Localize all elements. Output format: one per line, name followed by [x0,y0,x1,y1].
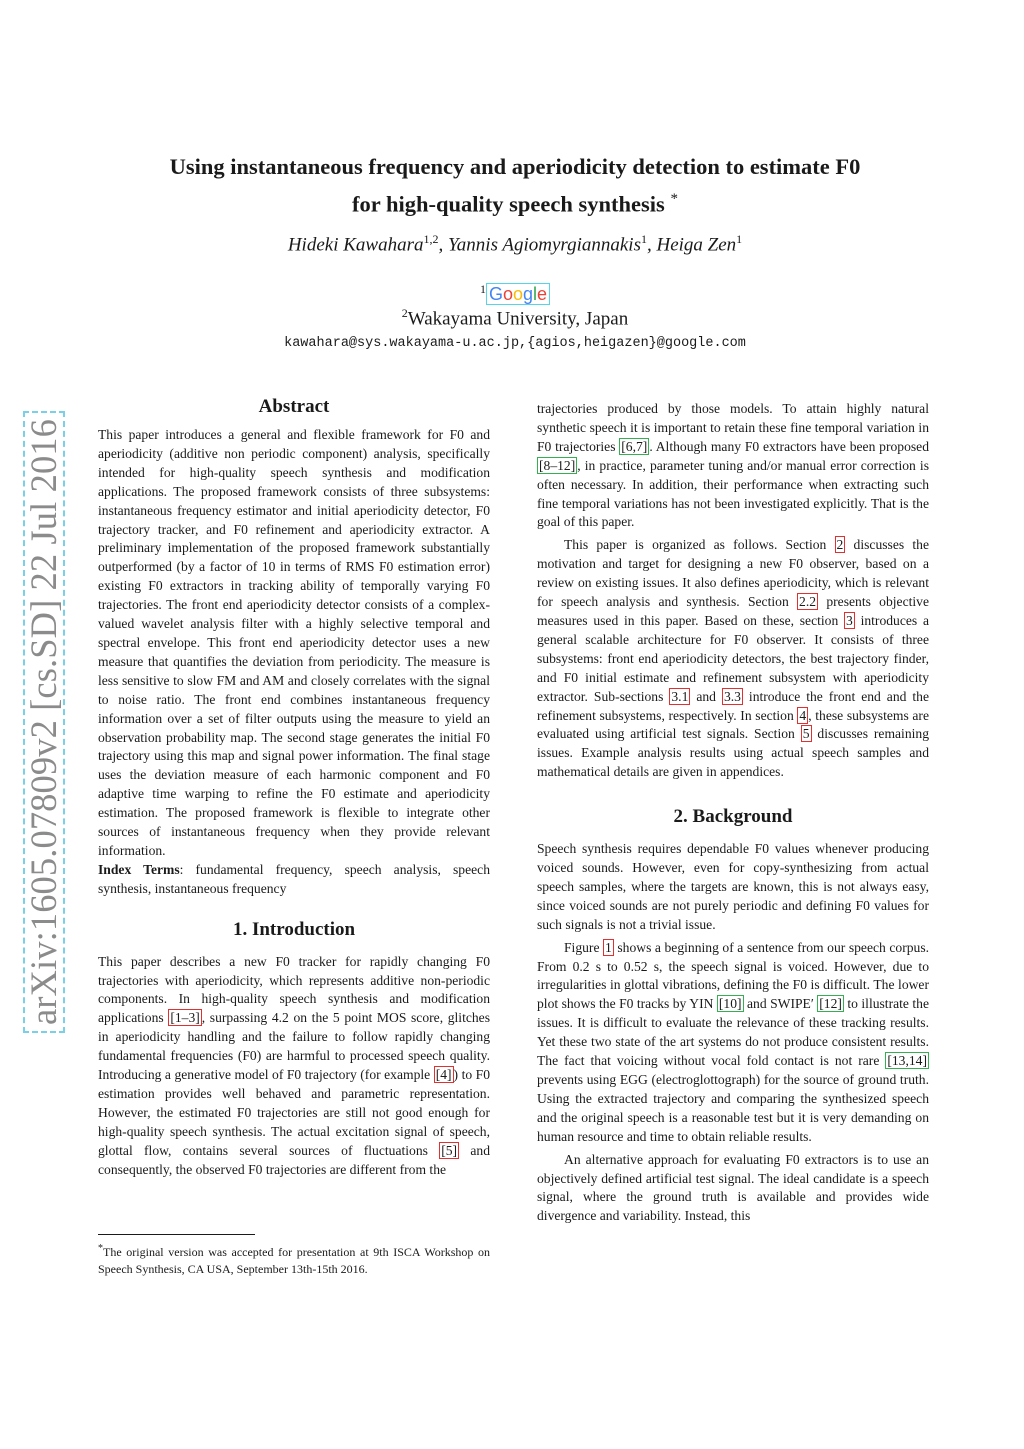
title-footnote-mark: * [670,191,678,207]
text-run: presents objective measures used in this paper. Based on these, section [537,594,929,628]
section-link[interactable]: 5 [802,726,810,742]
text-run: discusses the motivation and target for designing a new F0 observer, based on a review on existing issues. It also defines aperiodicity, which is relevant for speech analysis and synthesis. Section [537,537,929,610]
title-line-1: Using instantaneous frequency and aperiodicity detection to estimate F0 [169,154,861,179]
section-link[interactable]: 4 [799,707,807,723]
text-run: and consequently, the observed F0 trajectories are different from the [98,1142,490,1177]
introduction-paragraph [98,953,490,1180]
text-run: discusses remaining issues. Example analysis results using actual speech samples and mathematical details are given in appendices. [537,726,929,780]
text-run: This paper is organized as follows. Section [564,537,835,553]
abstract-heading: Abstract [258,396,330,417]
title-line-2-text: for high-quality speech synthesis [352,191,665,217]
footnote-mark: * [98,1243,103,1254]
paper-title [100,150,930,221]
left-column [98,394,490,1180]
section-link[interactable]: 2 [836,537,844,553]
right-column [537,400,929,1226]
index-terms-label: Index Terms [98,861,180,877]
arxiv-stamp [23,418,64,1026]
affiliation-mark: 1 [479,282,486,296]
affiliation-mark: 2 [401,306,408,320]
author-name: Hideki Kawahara [287,234,424,256]
text-run: , surpassing 4.2 on the 5 point MOS score, glitches in aperiodicity handling and the failure to follow rapidly changing fundamental frequencies (F0) are harmful to processed speech quality. Introducing a generative model of F0 trajectory (for example [98,1010,491,1083]
text-run: Figure [564,939,604,955]
google-link[interactable]: Google [486,283,550,305]
text-run: shows a beginning of a sentence from our speech corpus. From 0.2 s to 0.52 s, the speech signal is voiced. However, due to irregularities in glottal vibrations, defining the F0 is difficult. The lower plot shows the F0 tracks by YIN [537,939,930,1012]
affiliation-name: Wakayama University, Japan [407,308,629,330]
footnote [98,1240,490,1278]
text-run: ) to F0 estimation provides well behaved and parametric representation. However, the estimated F0 trajectories are still not good enough for high-quality speech synthesis. The actual excitation signal of speech, glottal flow, contains several sources of fluctuations [98,1067,490,1158]
citation-link[interactable]: [1–3] [170,1010,200,1026]
background-paragraph-1: Speech synthesis requires dependable F0 values whenever producing voiced sounds. However, even for copy-synthesizing from actual speech samples, where the targets are known, this is not always easy, since voiced sounds are not purely periodic and defining F0 values for such signals is not a trivial issue. [537,841,929,932]
author-affiliation: 1 [736,232,743,246]
text-run: to illustrate the issues. It is difficult to evaluate the relevance of these tracking results. Yet these two state of the art systems do not produce consistent results. The fact that voicing without vocal fold contact is not rare [537,996,930,1069]
text-run: and SWIPE′ [743,996,818,1012]
author-affiliation: 1,2 [423,232,439,246]
section-link[interactable]: 3.3 [723,688,741,704]
text-run: and [690,688,722,704]
affiliation-wakayama [100,306,930,330]
author-name: Yannis Agiomyrgiannakis [447,234,641,256]
text-run: prevents using EGG (electroglottograph) for the source of ground truth. Using the extracted trajectory and comparing the synthesized speech and the original speech is a reasonable test but it is very demanding on human resource and time to obtain reliable results. [537,1072,929,1144]
citation-link[interactable]: [12] [819,996,842,1012]
abstract-text: This paper introduces a general and flexible framework for F0 and aperiodicity (additive non periodic component) analysis, specifically intended for high-quality speech synthesis and modification applications. The proposed framework consists of three subsystems: instantaneous frequency estimator and initial aperiodicity detector, F0 trajectory tracker, and F0 refinement and aperiodicity extractor. A preliminary implementation of the proposed framework substantially outperformed (by a factor of 10 in terms of RMS F0 estimation error) existing F0 extractors in tracking ability of temporally varying F0 trajectories. The front end aperiodicity detector consists of a complex-valued wavelet analysis filter with a highly selective temporal and spectral envelope. This front end aperiodicity detector uses a new measure that quantifies the deviation from periodicity. The measure is less sensitive to slow FM and AM and closely correlates with the signal to noise ratio. The front end combines instantaneous frequency information over a set of filter outputs using the measure to yield an observation probability map. The second stage generates the initial F0 trajectory using this map and signal power information. The final stage uses the deviation measure of each harmonic component and F0 adaptive time warping to refine the F0 estimate and aperiodicity estimation. The proposed framework is flexible to integrate other sources of instantaneous frequency when they provide relevant information. [98,427,490,858]
affiliation-google [100,282,930,306]
text-run: introduce the front end and the refinement subsystems, respectively. In section [537,688,929,723]
text-run: , in practice, parameter tuning and/or manual error correction is often necessary. In addition, their performance when extracting such fine temporal variations has not been investigated explicitly. That is the goal of this paper. [537,457,929,530]
title-line-2 [100,183,930,221]
footnote-text: The original version was accepted for presentation at 9th ISCA Workshop on Speech Synthesis, CA USA, September 13th-15th 2016. [98,1245,490,1276]
background-paragraph-2 [537,939,929,1147]
author-name: Heiga Zen [656,234,737,256]
author-separator: , [438,234,448,256]
background-heading: 2. Background [673,806,793,828]
citation-link[interactable]: [8–12] [539,457,576,473]
text-run: This paper describes a new F0 tracker for rapidly changing F0 trajectories with aperiodicity, which represents additive non-periodic components. In high-quality speech synthesis and modification applications [98,953,490,1026]
section-link[interactable]: 2.2 [799,594,817,610]
author-emails: kawahara@sys.wakayama-u.ac.jp,{agios,heigazen}@google.com [284,336,746,351]
introduction-heading: 1. Introduction [232,918,356,940]
background-paragraph-3: An alternative approach for evaluating F0 extractors is to use an objectively defined artificial test signal. The ideal candidate is a speech signal, where the ground truth is available and provides wide divergence and variability. Instead, this [537,1151,929,1224]
citation-link[interactable]: [10] [718,996,742,1012]
intro-continued-paragraph [537,400,929,532]
index-terms [98,861,490,899]
author-affiliation: 1 [640,232,647,246]
text-run: , these subsystems are evaluated using artificial test signals. Section [537,707,929,742]
section-link[interactable]: 3.1 [671,688,689,704]
text-run: . Although many F0 extractors have been proposed [649,438,929,454]
citation-link[interactable]: [13,14] [887,1053,927,1069]
citation-link[interactable]: [5] [441,1142,458,1158]
text-run: trajectories produced by those models. To attain highly natural synthetic speech it is important to retain these fine temporal variation in F0 trajectories [537,401,929,454]
footnote-rule [98,1234,255,1235]
citation-link[interactable]: [6,7] [621,438,648,454]
citation-link[interactable]: [4] [435,1067,452,1083]
index-terms-text: : fundamental frequency, speech analysis, speech synthesis, instantaneous frequency [98,861,490,896]
arxiv-id[interactable]: arXiv:1605.07809v2 [cs.SD] 22 Jul 2016 [23,411,65,1033]
text-run: introduces a general scalable architecture for F0 observer. It consists of three subsystems: front end aperiodicity detectors, the best trajectory finder, and F0 initial estimate and refinement subsystem with aperiodicity extractor. Sub-sections [537,612,929,704]
organization-paragraph [537,536,929,782]
section-link[interactable]: 3 [846,612,853,628]
figure-link[interactable]: 1 [605,939,612,955]
author-separator: , [646,234,657,256]
author-list [100,232,930,256]
